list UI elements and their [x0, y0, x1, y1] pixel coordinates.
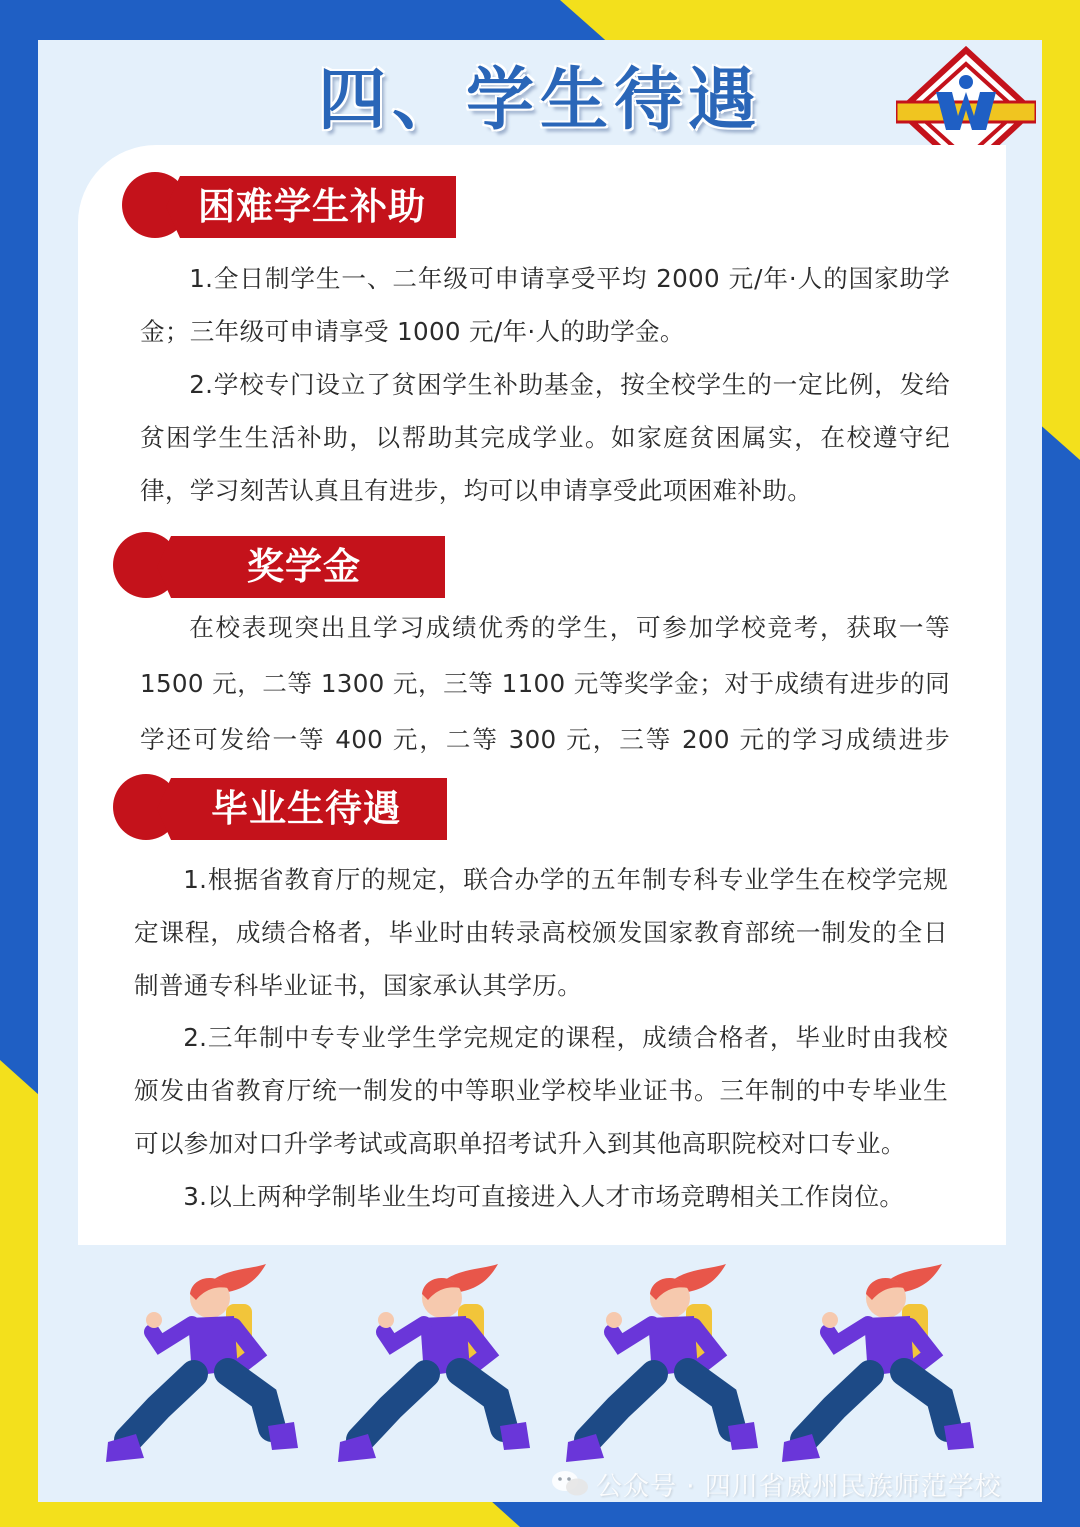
- paragraph: 1.全日制学生一、二年级可申请享受平均 2000 元/年·人的国家助学金；三年级可申请享受 1000 元/年·人的助学金。: [140, 264, 950, 346]
- section-title: 困难学生补助: [198, 185, 426, 228]
- paragraph: 2.学校专门设立了贫困学生补助基金，按全校学生的一定比例，发给贫困学生生活补助，以帮助其完成学业。如家庭贫困属实，在校遵守纪律，学习刻苦认真且有进步，均可以申请享受此项困难补助。: [140, 370, 950, 505]
- running-student-illustration: [548, 1258, 768, 1480]
- paragraph: 1.根据省教育厅的规定，联合办学的五年制专科专业学生在校学完规定课程，成绩合格者，毕业时由转录高校颁发国家教育部统一制发的全日制普通专科毕业证书，国家承认其学历。: [134, 865, 948, 1000]
- paragraph: 3.以上两种学制毕业生均可直接进入人才市场竞聘相关工作岗位。: [183, 1182, 905, 1211]
- watermark-text: 公众号 · 四川省威州民族师范学校: [596, 1472, 1002, 1502]
- section-title: 毕业生待遇: [211, 787, 401, 830]
- section-heading-hardship-subsidy: [122, 176, 456, 238]
- running-student-illustration: [764, 1258, 984, 1480]
- running-student-illustration: [88, 1258, 308, 1480]
- paragraph: 2.三年制中专专业学生学完规定的课程，成绩合格者，毕业时由我校颁发由省教育厅统一制发的中等职业学校毕业证书。三年制的中专毕业生可以参加对口升学考试或高职单招考试升入到其他高职院校对口专业。: [134, 1023, 948, 1158]
- wechat-icon: [550, 1468, 590, 1498]
- section-heading-graduate-benefits: [113, 778, 447, 840]
- running-student-illustration: [320, 1258, 540, 1480]
- page-title: 四、学生待遇: [317, 61, 762, 140]
- paragraph: 在校表现突出且学习成绩优秀的学生，可参加学校竞考，获取一等 1500 元，二等 1300 元，三等 1100 元等奖学金；对于成绩有进步的同学还可发给一等 400 元，二等 300 元，三等 200 元的学习成绩进步: [140, 613, 950, 754]
- section-heading-scholarship: [113, 536, 445, 598]
- section-title: 奖学金: [247, 545, 361, 588]
